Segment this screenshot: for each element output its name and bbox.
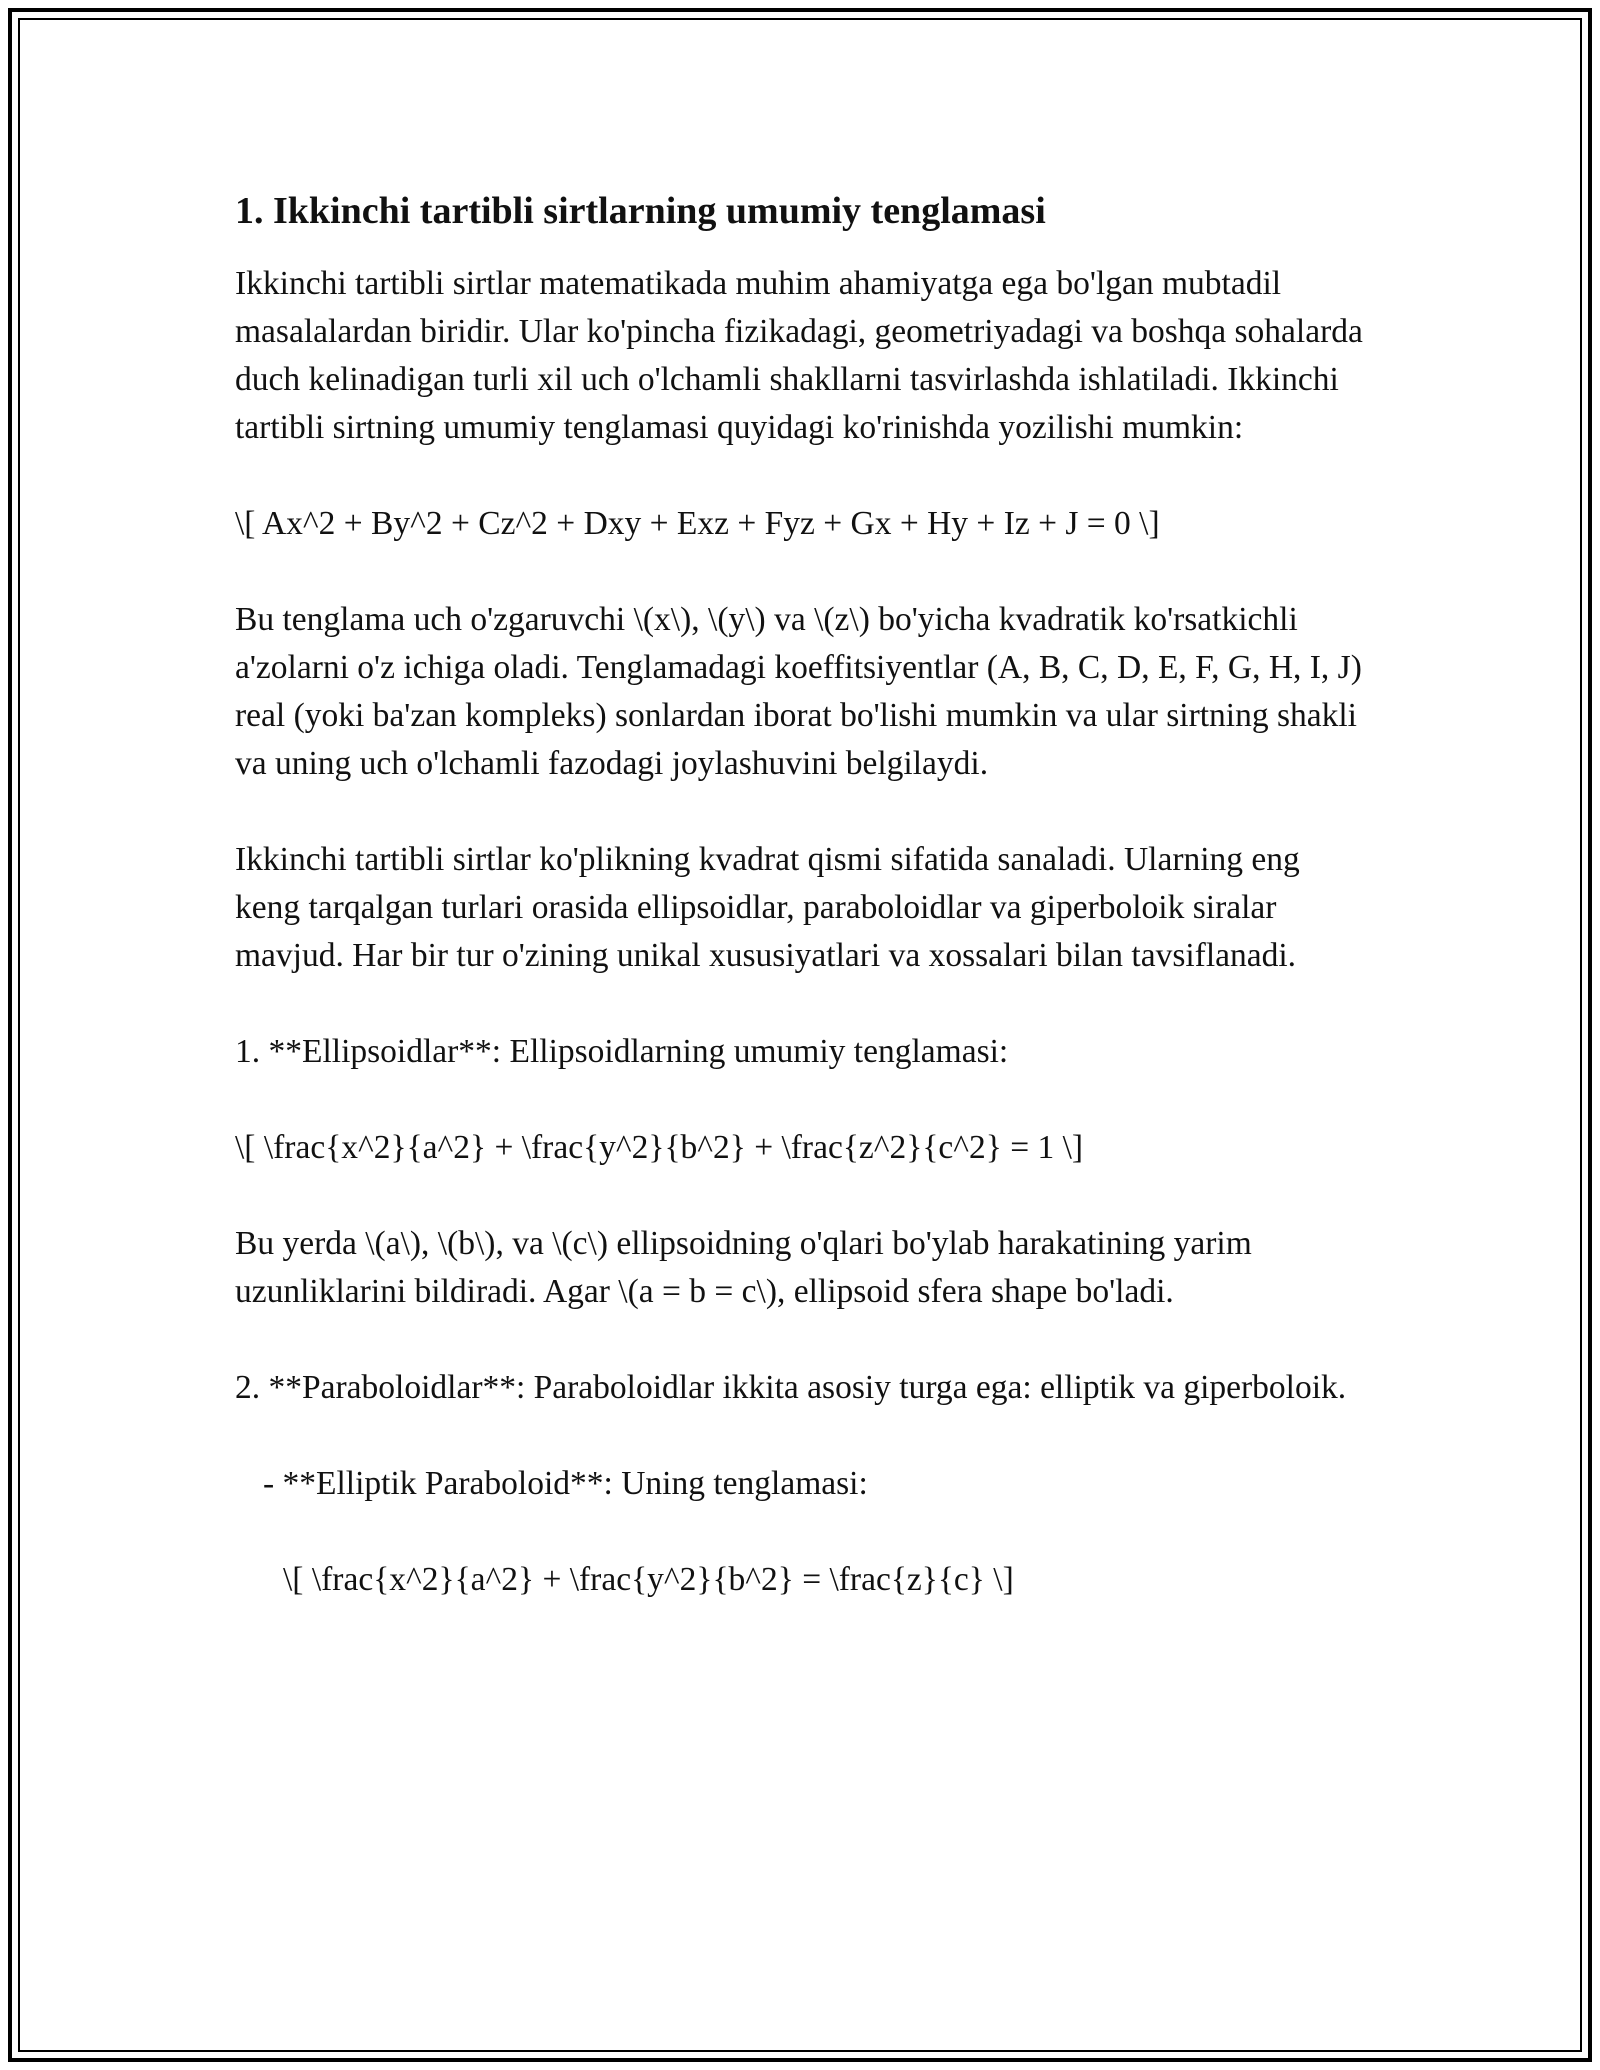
section-heading: 1. Ikkinchi tartibli sirtlarning umumiy tenglamasi: [235, 190, 1046, 232]
ellipsoid-explanation: Bu yerda \(a\), \(b\), va \(c\) ellipsoidning o'qlari bo'ylab harakatining yarim uzunliklarini bildiradi. Agar \(a = b = c\), ellipsoid sfera shape bo'ladi.: [235, 1225, 1261, 1310]
coefficients-paragraph: Bu tenglama uch o'zgaruvchi \(x\), \(y\) va \(z\) bo'yicha kvadratik ko'rsatkichli a'zolarni o'z ichiga oladi. Tenglamadagi koeffitsiyentlar (A, B, C, D, E, F, G, H, I, J) real (yoki ba'zan kompleks) sonlardan iborat bo'lishi mumkin va ular sirtning shakli va uning uch o'lchamli fazodagi joylashuvini belgilaydi.: [235, 601, 1371, 782]
document-body: [235, 188, 1370, 1652]
ellipsoid-equation: \[ \frac{x^2}{a^2} + \frac{y^2}{b^2} + \frac{z^2}{c^2} = 1 \]: [235, 1129, 1084, 1166]
types-paragraph: Ikkinchi tartibli sirtlar ko'plikning kvadrat qismi sifatida sanaladi. Ularning eng keng tarqalgan turlari orasida ellipsoidlar, paraboloidlar va giperboloik siralar mavjud. Har bir tur o'zining unikal xususiyatlari va xossalari bilan tavsiflanadi.: [235, 841, 1309, 974]
list-item-ellipsoids: 1. **Ellipsoidlar**: Ellipsoidlarning umumiy tenglamasi:: [235, 1033, 1009, 1070]
intro-paragraph: Ikkinchi tartibli sirtlar matematikada muhim ahamiyatga ega bo'lgan mubtadil masalalardan biridir. Ular ko'pincha fizikadagi, geometriyadagi va boshqa sohalarda duch kelinadigan turli xil uch o'lchamli shakllarni tasvirlashda ishlatiladi. Ikkinchi tartibli sirtning umumiy tenglamasi quyidagi ko'rinishda yozilishi mumkin:: [235, 265, 1372, 446]
paraboloid-equation: \[ \frac{x^2}{a^2} + \frac{y^2}{b^2} = \frac{z}{c} \]: [283, 1561, 1014, 1598]
general-equation: \[ Ax^2 + By^2 + Cz^2 + Dxy + Exz + Fyz + Gx + Hy + Iz + J = 0 \]: [235, 505, 1160, 542]
list-item-paraboloids: 2. **Paraboloidlar**: Paraboloidlar ikkita asosiy turga ega: elliptik va giperboloik.: [235, 1369, 1347, 1406]
sub-item-elliptic-paraboloid: - **Elliptik Paraboloid**: Uning tenglamasi:: [263, 1465, 868, 1502]
